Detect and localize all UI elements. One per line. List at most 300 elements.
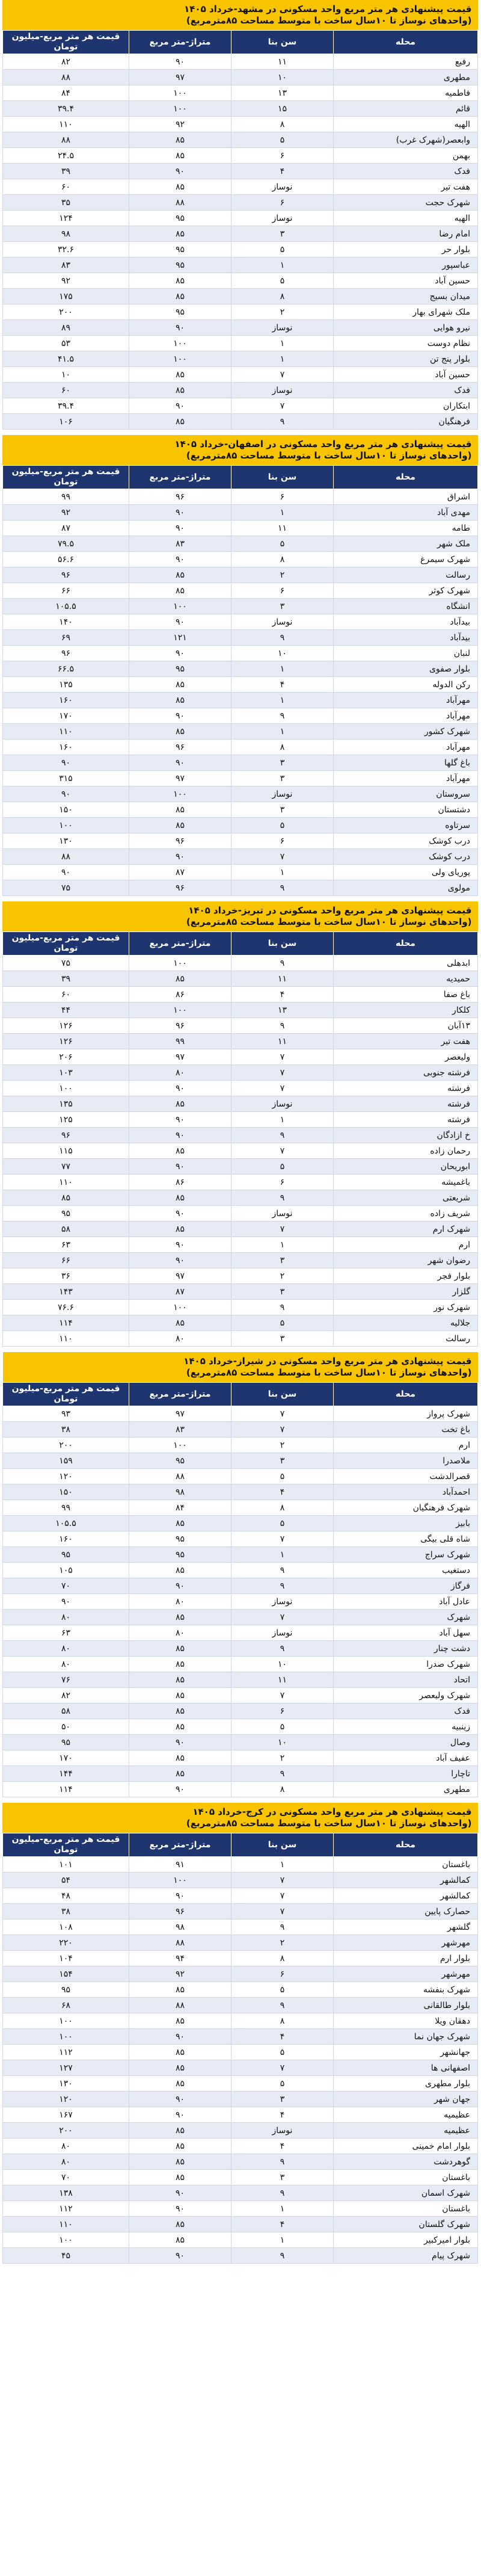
table-row — [2, 179, 477, 195]
cell-area: ۸۳ — [129, 536, 231, 552]
table-row — [3, 1766, 478, 1782]
cell-price: ۸۸ — [2, 132, 129, 148]
cell-price: ۱۰۰ — [2, 818, 129, 833]
cell-neighborhood: قصرالدشت — [334, 1469, 478, 1484]
cell-neighborhood: نظام دوست — [334, 336, 478, 351]
cell-building-age: ۴ — [231, 164, 334, 179]
table-row — [2, 849, 477, 865]
cell-area: ۸۵ — [129, 2060, 231, 2076]
cell-neighborhood: بهمن — [334, 148, 478, 164]
cell-building-age: ۷ — [231, 1531, 334, 1547]
cell-building-age: ۱۵ — [231, 101, 334, 117]
table-title-line2: (واحدهای نوساز تا ۱۰سال ساخت با متوسط مساحت ۸۵مترمربع) — [186, 916, 472, 927]
header-neighborhood: محله — [334, 31, 478, 54]
cell-price: ۱۰۵.۵ — [2, 599, 129, 614]
table-row — [2, 1253, 477, 1268]
table-row — [3, 1750, 478, 1766]
cell-neighborhood: بلوار ارم — [334, 1951, 478, 1966]
cell-building-age: ۱ — [231, 351, 334, 367]
cell-price: ۹۲ — [2, 273, 129, 289]
table-row — [2, 132, 477, 148]
table-row — [2, 289, 477, 304]
cell-price: ۱۲۰ — [3, 1469, 129, 1484]
table-row — [2, 614, 477, 630]
cell-price: ۱۶۰ — [2, 740, 129, 755]
cell-building-age: ۷ — [231, 849, 334, 865]
cell-price: ۳۹ — [2, 164, 129, 179]
cell-building-age: ۵ — [231, 1315, 334, 1331]
cell-building-age: ۱۰ — [231, 70, 334, 85]
cell-price: ۷۵ — [2, 880, 129, 896]
table-row — [2, 661, 477, 677]
table-row — [2, 383, 477, 398]
cell-area: ۸۵ — [129, 226, 231, 242]
cell-price: ۷۶ — [3, 1672, 129, 1688]
cell-neighborhood: مهرآباد — [334, 771, 478, 786]
cell-neighborhood: ۱۳آبان — [334, 1018, 478, 1034]
cell-area: ۹۰ — [129, 54, 231, 70]
cell-area: ۹۰ — [129, 849, 231, 865]
cell-price: ۵۰ — [3, 1719, 129, 1735]
cell-neighborhood: فدک — [334, 164, 478, 179]
cell-neighborhood: مهدی آباد — [334, 505, 478, 520]
cell-area: ۸۵ — [129, 2154, 231, 2170]
table-row — [3, 1625, 478, 1641]
cell-neighborhood: دشت چنار — [334, 1641, 478, 1657]
cell-building-age: ۹ — [231, 2185, 334, 2201]
cell-building-age: ۸ — [231, 289, 334, 304]
cell-price: ۱۴۴ — [3, 1766, 129, 1782]
cell-price: ۳۸ — [2, 1904, 129, 1920]
cell-price: ۱۱۰ — [2, 1175, 129, 1190]
cell-building-age: ۷ — [231, 367, 334, 383]
cell-price: ۱۶۰ — [2, 693, 129, 708]
table-row — [3, 1516, 478, 1531]
cell-area: ۹۰ — [129, 614, 231, 630]
table-title-line1: قیمت پیشنهادی هر متر مربع واحد مسکونی در اصفهان-خرداد ۱۴۰۵ — [174, 439, 472, 449]
cell-price: ۱۷۰ — [2, 708, 129, 724]
table-row — [3, 1406, 478, 1422]
table-row — [2, 164, 477, 179]
cell-area: ۸۵ — [129, 1563, 231, 1578]
cell-neighborhood: شهرک پیام — [334, 2248, 478, 2264]
cell-area: ۸۵ — [129, 1657, 231, 1672]
table-row — [2, 956, 477, 971]
cell-area: ۹۷ — [129, 771, 231, 786]
cell-area: ۸۷ — [129, 1284, 231, 1300]
cell-neighborhood: دشتستان — [334, 802, 478, 818]
cell-area: ۸۵ — [129, 179, 231, 195]
cell-building-age: نوساز — [231, 1206, 334, 1222]
cell-area: ۸۵ — [129, 1143, 231, 1159]
table-row — [2, 505, 477, 520]
table-row — [3, 1469, 478, 1484]
cell-price: ۱۰۰ — [2, 2232, 129, 2248]
cell-building-age: ۷ — [231, 1422, 334, 1438]
cell-building-age: نوساز — [231, 1625, 334, 1641]
cell-area: ۹۶ — [129, 740, 231, 755]
table-row — [2, 630, 477, 646]
cell-building-age: ۳ — [231, 1284, 334, 1300]
cell-area: ۹۰ — [129, 2107, 231, 2123]
cell-building-age: ۷ — [231, 1873, 334, 1888]
header-area: متراژ-متر مربع — [129, 466, 231, 489]
cell-area: ۸۰ — [129, 1331, 231, 1347]
cell-neighborhood: احمدآباد — [334, 1484, 478, 1500]
cell-neighborhood: ملاصدرا — [334, 1453, 478, 1469]
cell-neighborhood: عظیمیه — [334, 2123, 478, 2139]
table-title-line2: (واحدهای نوساز تا ۱۰سال ساخت با متوسط مساحت ۸۵مترمربع) — [186, 1818, 472, 1829]
cell-neighborhood: شهرک گلستان — [334, 2217, 478, 2232]
cell-area: ۹۰ — [129, 2029, 231, 2045]
header-neighborhood: محله — [334, 1383, 478, 1406]
cell-area: ۸۵ — [129, 2123, 231, 2139]
header-area: متراژ-متر مربع — [129, 1833, 231, 1857]
table-title — [2, 1803, 477, 1833]
table-row — [3, 1563, 478, 1578]
cell-neighborhood: مولوی — [334, 880, 478, 896]
table-row — [2, 599, 477, 614]
cell-area: ۸۵ — [129, 693, 231, 708]
cell-area: ۹۸ — [129, 1484, 231, 1500]
cell-price: ۱۰۰ — [2, 1081, 129, 1096]
cell-neighborhood: بیدآباد — [334, 614, 478, 630]
cell-building-age: ۸ — [231, 1951, 334, 1966]
cell-price: ۱۱۰ — [2, 724, 129, 740]
cell-building-age: ۲ — [231, 1750, 334, 1766]
table-title-row — [2, 0, 477, 31]
table-row — [2, 1112, 477, 1128]
cell-building-age: نوساز — [231, 614, 334, 630]
cell-area: ۸۵ — [129, 1982, 231, 1998]
cell-price: ۱۳۰ — [2, 2076, 129, 2092]
header-area: متراژ-متر مربع — [129, 932, 231, 956]
cell-price: ۹۰ — [2, 755, 129, 771]
price-table — [2, 0, 478, 430]
table-header-row — [2, 932, 477, 956]
header-building-age: سن بنا — [231, 466, 334, 489]
cell-area: ۹۰ — [129, 1159, 231, 1175]
cell-neighborhood: فرهنگیان — [334, 414, 478, 430]
cell-neighborhood: سهل آباد — [334, 1625, 478, 1641]
cell-area: ۸۶ — [129, 1175, 231, 1190]
table-row — [2, 1904, 477, 1920]
table-row — [2, 818, 477, 833]
cell-area: ۸۵ — [129, 1190, 231, 1206]
cell-neighborhood: فرشته — [334, 1081, 478, 1096]
cell-building-age: ۵ — [231, 2076, 334, 2092]
cell-price: ۱۴۰ — [2, 614, 129, 630]
table-row — [2, 101, 477, 117]
table-row — [2, 1998, 477, 2013]
cell-neighborhood: شهرک ولیعصر — [334, 1688, 478, 1703]
table-header-row — [3, 1383, 478, 1406]
cell-area: ۹۷ — [129, 1049, 231, 1065]
table-row — [2, 117, 477, 132]
cell-neighborhood: درب کوشک — [334, 849, 478, 865]
cell-building-age: ۱۰ — [231, 1735, 334, 1750]
cell-building-age: ۸ — [231, 552, 334, 567]
cell-price: ۹۶ — [2, 646, 129, 661]
cell-building-age: ۹ — [231, 2248, 334, 2264]
cell-price: ۱۶۷ — [2, 2107, 129, 2123]
table-row — [2, 1888, 477, 1904]
cell-building-age: ۸ — [231, 2013, 334, 2029]
table-row — [2, 85, 477, 101]
table-row — [2, 2045, 477, 2060]
table-row — [2, 536, 477, 552]
cell-neighborhood: نیرو هوایی — [334, 320, 478, 336]
table-row — [3, 1719, 478, 1735]
cell-area: ۹۰ — [129, 1782, 231, 1797]
cell-building-age: ۷ — [231, 1065, 334, 1081]
cell-area: ۹۰ — [129, 520, 231, 536]
cell-price: ۸۰ — [3, 1657, 129, 1672]
cell-price: ۴۵ — [2, 2248, 129, 2264]
cell-building-age: ۹ — [231, 630, 334, 646]
cell-area: ۹۴ — [129, 1951, 231, 1966]
cell-neighborhood: مهرشهر — [334, 1966, 478, 1982]
cell-neighborhood: شهرک صدرا — [334, 1657, 478, 1672]
table-row — [2, 724, 477, 740]
table-header-row — [2, 466, 477, 489]
cell-area: ۸۵ — [129, 414, 231, 430]
table-row — [2, 987, 477, 1002]
cell-price: ۲۴.۵ — [2, 148, 129, 164]
cell-neighborhood: امام رضا — [334, 226, 478, 242]
cell-area: ۸۵ — [129, 802, 231, 818]
cell-area: ۸۰ — [129, 1065, 231, 1081]
cell-neighborhood: باغستان — [334, 2170, 478, 2185]
cell-building-age: ۱ — [231, 258, 334, 273]
cell-price: ۱۴۳ — [2, 1284, 129, 1300]
cell-building-age: ۷ — [231, 1081, 334, 1096]
cell-area: ۹۰ — [129, 164, 231, 179]
cell-price: ۷۷ — [2, 1159, 129, 1175]
cell-price: ۷۹.۵ — [2, 536, 129, 552]
header-neighborhood: محله — [334, 466, 478, 489]
cell-price: ۹۳ — [3, 1406, 129, 1422]
cell-price: ۱۰۳ — [2, 1065, 129, 1081]
cell-neighborhood: حسین آباد — [334, 273, 478, 289]
cell-area: ۹۰ — [129, 2248, 231, 2264]
cell-neighborhood: شریعتی — [334, 1190, 478, 1206]
cell-area: ۹۰ — [129, 755, 231, 771]
table-row — [2, 2060, 477, 2076]
table-row — [2, 489, 477, 505]
cell-building-age: ۱ — [231, 1857, 334, 1873]
cell-building-age: ۱۳ — [231, 85, 334, 101]
cell-building-age: ۹ — [231, 1998, 334, 2013]
cell-area: ۹۵ — [129, 1453, 231, 1469]
cell-area: ۸۵ — [129, 1766, 231, 1782]
cell-building-age: ۹ — [231, 956, 334, 971]
cell-area: ۹۶ — [129, 489, 231, 505]
table-row — [2, 1034, 477, 1049]
cell-neighborhood: شهرک حجت — [334, 195, 478, 211]
table-title-line1: قیمت پیشنهادی هر متر مربع واحد مسکونی در مشهد-خرداد ۱۴۰۵ — [184, 4, 472, 14]
cell-area: ۸۵ — [129, 132, 231, 148]
cell-neighborhood: شهرک — [334, 1610, 478, 1625]
table-title-line2: (واحدهای نوساز تا ۱۰سال ساخت با متوسط مساحت ۸۵مترمربع) — [186, 1367, 472, 1378]
table-header-row — [2, 1833, 477, 1857]
cell-area: ۹۶ — [129, 833, 231, 849]
header-price-per-sqm: قیمت هر متر مربع-میلیون تومان — [3, 1383, 129, 1406]
header-area: متراژ-متر مربع — [129, 31, 231, 54]
cell-price: ۲۰۰ — [2, 304, 129, 320]
cell-neighborhood: باغ گلها — [334, 755, 478, 771]
cell-price: ۱۲۷ — [2, 2060, 129, 2076]
table-title-row — [3, 1352, 478, 1383]
cell-price: ۲۰۶ — [2, 1049, 129, 1065]
cell-neighborhood: شهرک نور — [334, 1300, 478, 1315]
cell-price: ۱۱۰ — [2, 2217, 129, 2232]
cell-building-age: ۲ — [231, 1268, 334, 1284]
cell-area: ۹۶ — [129, 1018, 231, 1034]
cell-neighborhood: بلوار حر — [334, 242, 478, 258]
table-row — [2, 2029, 477, 2045]
table-row — [2, 2170, 477, 2185]
cell-area: ۸۵ — [129, 148, 231, 164]
cell-neighborhood: فاطمیه — [334, 85, 478, 101]
cell-building-age: ۶ — [231, 195, 334, 211]
cell-neighborhood: ارم — [334, 1438, 478, 1453]
cell-neighborhood: شهرک سراج — [334, 1547, 478, 1563]
table-row — [2, 1049, 477, 1065]
cell-building-age: ۳ — [231, 2092, 334, 2107]
cell-building-age: ۷ — [231, 1406, 334, 1422]
cell-area: ۸۵ — [129, 1703, 231, 1719]
cell-building-age: ۴ — [231, 1484, 334, 1500]
cell-building-age: ۵ — [231, 536, 334, 552]
cell-building-age: ۹ — [231, 1300, 334, 1315]
cell-building-age: نوساز — [231, 211, 334, 226]
cell-neighborhood: الهیه — [334, 117, 478, 132]
cell-neighborhood: جهان شهر — [334, 2092, 478, 2107]
table-row — [2, 70, 477, 85]
cell-neighborhood: میدان بسیج — [334, 289, 478, 304]
cell-building-age: ۴ — [231, 2139, 334, 2154]
table-row — [2, 1982, 477, 1998]
table-title — [2, 901, 477, 932]
header-building-age: سن بنا — [231, 932, 334, 956]
table-row — [2, 1128, 477, 1143]
cell-price: ۱۱۵ — [2, 1143, 129, 1159]
table-row — [2, 2185, 477, 2201]
cell-area: ۸۸ — [129, 1998, 231, 2013]
cell-price: ۵۶.۶ — [2, 552, 129, 567]
cell-area: ۹۰ — [129, 552, 231, 567]
cell-building-age: ۵ — [231, 1469, 334, 1484]
cell-price: ۶۶ — [2, 583, 129, 599]
cell-neighborhood: درب کوشک — [334, 833, 478, 849]
table-row — [2, 273, 477, 289]
cell-price: ۱۱۰ — [2, 1331, 129, 1347]
table-title — [3, 1352, 478, 1383]
cell-neighborhood: الهیه — [334, 211, 478, 226]
cell-price: ۸۸ — [2, 849, 129, 865]
header-price-per-sqm: قیمت هر متر مربع-میلیون تومان — [2, 1833, 129, 1857]
table-row — [3, 1547, 478, 1563]
table-row — [2, 1951, 477, 1966]
cell-neighborhood: باغستان — [334, 1857, 478, 1873]
cell-price: ۳۹.۴ — [2, 398, 129, 414]
cell-price: ۹۸ — [2, 226, 129, 242]
cell-area: ۸۰ — [129, 1594, 231, 1610]
header-building-age: سن بنا — [231, 31, 334, 54]
cell-price: ۶۳ — [3, 1625, 129, 1641]
cell-area: ۱۰۰ — [129, 786, 231, 802]
cell-neighborhood: مهرآباد — [334, 693, 478, 708]
cell-building-age: ۱۳ — [231, 1002, 334, 1018]
cell-building-age: ۹ — [231, 1578, 334, 1594]
cell-area: ۸۵ — [129, 677, 231, 693]
cell-price: ۳۶ — [2, 1268, 129, 1284]
table-gap — [0, 896, 481, 901]
table-row — [3, 1641, 478, 1657]
price-table — [2, 901, 478, 1347]
cell-price: ۱۰۸ — [2, 1920, 129, 1935]
cell-price: ۱۰ — [2, 367, 129, 383]
cell-neighborhood: گلشهر — [334, 1920, 478, 1935]
cell-building-age: ۹ — [231, 1190, 334, 1206]
table-row — [2, 336, 477, 351]
table-row — [3, 1782, 478, 1797]
cell-price: ۹۵ — [2, 1982, 129, 1998]
cell-building-age: ۲ — [231, 304, 334, 320]
table-row — [2, 2248, 477, 2264]
cell-area: ۹۷ — [129, 1268, 231, 1284]
cell-area: ۸۰ — [129, 1625, 231, 1641]
table-row — [2, 786, 477, 802]
cell-price: ۱۵۰ — [3, 1484, 129, 1500]
cell-area: ۹۶ — [129, 1904, 231, 1920]
price-table — [2, 435, 478, 896]
table-row — [2, 2217, 477, 2232]
cell-neighborhood: سرتاوه — [334, 818, 478, 833]
cell-area: ۸۶ — [129, 987, 231, 1002]
cell-neighborhood: حمیدیه — [334, 971, 478, 987]
cell-building-age: ۱ — [231, 1237, 334, 1253]
cell-price: ۴۴ — [2, 1002, 129, 1018]
cell-area: ۹۰ — [129, 2185, 231, 2201]
header-price-per-sqm: قیمت هر متر مربع-میلیون تومان — [2, 31, 129, 54]
cell-price: ۸۷ — [2, 520, 129, 536]
table-row — [3, 1578, 478, 1594]
cell-price: ۱۰۵.۵ — [3, 1516, 129, 1531]
table-row — [2, 304, 477, 320]
cell-neighborhood: عظیمیه — [334, 2107, 478, 2123]
cell-price: ۱۰۱ — [2, 1857, 129, 1873]
table-row — [3, 1531, 478, 1547]
cell-building-age: ۵ — [231, 2045, 334, 2060]
table-row — [2, 1920, 477, 1935]
cell-price: ۱۵۰ — [2, 802, 129, 818]
table-row — [3, 1688, 478, 1703]
cell-area: ۸۵ — [129, 1719, 231, 1735]
cell-area: ۹۸ — [129, 1920, 231, 1935]
cell-building-age: ۳ — [231, 599, 334, 614]
cell-area: ۹۰ — [129, 1578, 231, 1594]
cell-price: ۱۱۴ — [3, 1782, 129, 1797]
cell-price: ۷۰ — [3, 1578, 129, 1594]
cell-area: ۸۵ — [129, 367, 231, 383]
cell-neighborhood: زینبیه — [334, 1719, 478, 1735]
cell-neighborhood: گلزار — [334, 1284, 478, 1300]
table-row — [2, 1065, 477, 1081]
cell-building-age: ۴ — [231, 2217, 334, 2232]
cell-neighborhood: ملک شهر — [334, 536, 478, 552]
